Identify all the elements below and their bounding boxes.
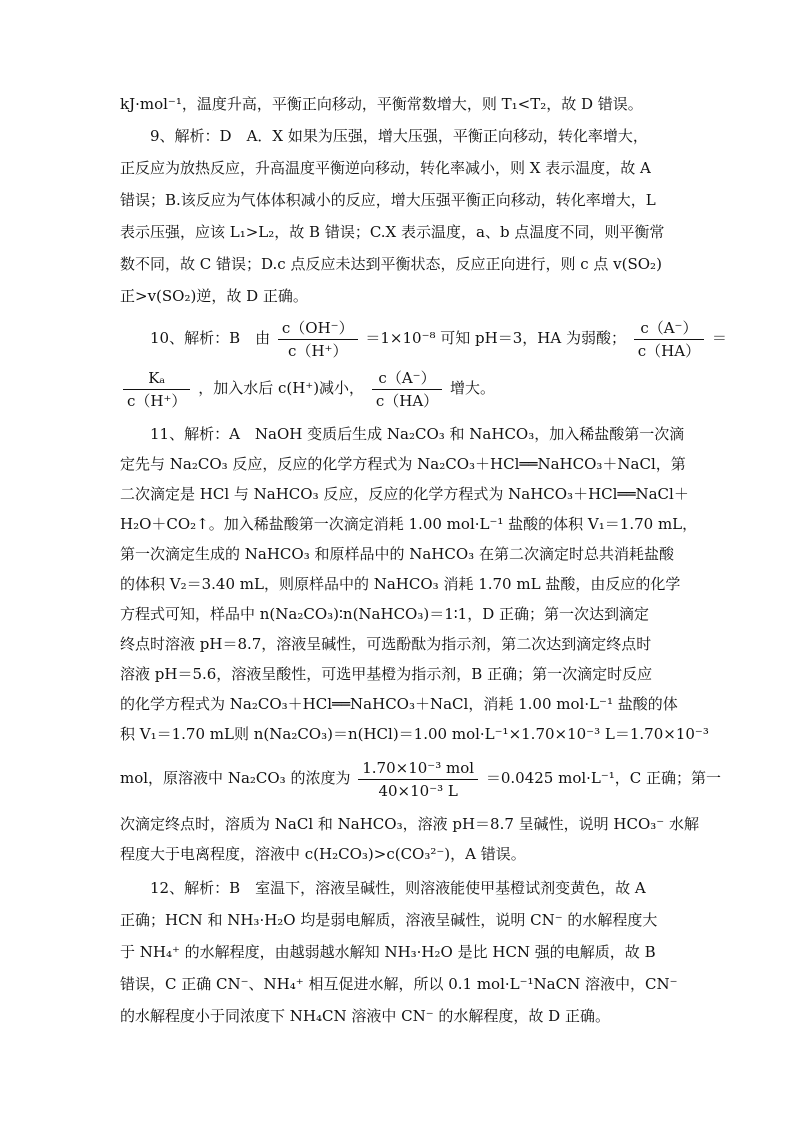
- text-line: [120, 366, 495, 410]
- text-line: 定先与 Na₂CO₃ 反应，反应的化学方程式为 Na₂CO₃＋HCl══NaHCO₃＋NaCl，第: [120, 455, 686, 473]
- text-line: 次滴定终点时，溶质为 NaCl 和 NaHCO₃，溶液 pH＝8.7 呈碱性，说明 HCO₃⁻ 水解: [120, 815, 699, 833]
- q9-heading: 9、解析：D A．X 如果为压强，增大压强，平衡正向移动，转化率增大，: [150, 127, 648, 145]
- text-line: 的水解程度小于同浓度下 NH₄CN 溶液中 CN⁻ 的水解程度，故 D 正确。: [120, 1007, 610, 1025]
- fraction-a-ha: [634, 319, 704, 360]
- fraction-numerator: c（OH⁻）: [278, 319, 358, 340]
- fraction-denominator: c（H⁺）: [288, 341, 348, 360]
- concentration-text: mol，原溶液中 Na₂CO₃ 的浓度为: [120, 769, 351, 787]
- fraction-oh-h: [278, 319, 358, 360]
- text-line: 二次滴定是 HCl 与 NaHCO₃ 反应，反应的化学方程式为 NaHCO₃＋HCl══NaCl＋: [120, 485, 689, 503]
- text-line: 积 V₁＝1.70 mL则 n(Na₂CO₃)＝n(HCl)＝1.00 mol·L⁻¹×1.70×10⁻³ L＝1.70×10⁻³: [120, 725, 709, 743]
- text-line: H₂O＋CO₂↑。加入稀盐酸第一次滴定消耗 1.00 mol·L⁻¹ 盐酸的体积 V₁＝1.70 mL，: [120, 515, 698, 533]
- text-line: 数不同，故 C 错误；D.c 点反应未达到平衡状态，反应正向进行，则 c 点 v(SO₂): [120, 255, 662, 273]
- text-line: 表示压强，应该 L₁>L₂，故 B 错误；C.X 表示温度，a、b 点温度不同，则平衡常: [120, 223, 665, 241]
- fraction-denominator: c（HA）: [375, 391, 439, 410]
- q11-heading: 11、解析：A NaOH 变质后生成 Na₂CO₃ 和 NaHCO₃，加入稀盐酸第一次滴: [150, 425, 685, 443]
- fraction-ka-h: [123, 369, 190, 410]
- fraction-denominator: c（H⁺）: [127, 391, 187, 410]
- text-line: 溶液 pH＝5.6，溶液呈酸性，可选甲基橙为指示剂，B 正确；第一次滴定时反应: [120, 665, 653, 683]
- text-line: 错误，C 正确 CN⁻、NH₄⁺ 相互促进水解，所以 0.1 mol·L⁻¹NaCN 溶液中，CN⁻: [120, 975, 678, 993]
- text-line: 第一次滴定生成的 NaHCO₃ 和原样品中的 NaHCO₃ 在第二次滴定时总共消耗盐酸: [120, 545, 674, 563]
- q10-prefix: 10、解析：B 由: [150, 329, 271, 347]
- q10-text: 增大。: [449, 379, 495, 397]
- text-line: 方程式可知，样品中 n(Na₂CO₃)∶n(NaHCO₃)＝1∶1，D 正确；第一次达到滴定: [120, 605, 649, 623]
- fraction-a-ha: [372, 369, 442, 410]
- text-line: 错误；B.该反应为气体体积减小的反应，增大压强平衡正向移动，转化率增大，L: [120, 191, 656, 209]
- q10-text: ，加入水后 c(H⁺)减小，: [198, 379, 365, 397]
- concentration-result: ＝0.0425 mol·L⁻¹，C 正确；第一: [485, 769, 722, 787]
- q12-heading: 12、解析：B 室温下，溶液呈碱性，则溶液能使甲基橙试剂变黄色，故 A: [150, 879, 646, 897]
- text-line: 程度大于电离程度，溶液中 c(H₂CO₃)>c(CO₃²⁻)，A 错误。: [120, 845, 526, 863]
- text-line: 终点时溶液 pH＝8.7，溶液呈碱性，可选酚酞为指示剂，第二次达到滴定终点时: [120, 635, 652, 653]
- fraction-denominator: 40×10⁻³ L: [378, 781, 458, 800]
- fraction-numerator: c（A⁻）: [634, 319, 704, 340]
- fraction-numerator: Kₐ: [123, 369, 190, 390]
- text-line: 正>v(SO₂)逆，故 D 正确。: [120, 287, 308, 305]
- text-line: 正确；HCN 和 NH₃·H₂O 均是弱电解质，溶液呈碱性，说明 CN⁻ 的水解程度大: [120, 911, 658, 929]
- equals-sign: ＝: [711, 329, 727, 347]
- fraction-concentration: [358, 759, 478, 800]
- text-line: 正反应为放热反应，升高温度平衡逆向移动，转化率减小，则 X 表示温度，故 A: [120, 159, 651, 177]
- text-line: kJ·mol⁻¹，温度升高，平衡正向移动，平衡常数增大，则 T₁<T₂，故 D 错误。: [120, 95, 643, 113]
- q10-text: ＝1×10⁻⁸ 可知 pH＝3，HA 为弱酸；: [365, 329, 626, 347]
- text-line: [120, 756, 721, 800]
- fraction-numerator: c（A⁻）: [372, 369, 442, 390]
- fraction-numerator: 1.70×10⁻³ mol: [358, 759, 478, 780]
- q10-heading: [150, 316, 727, 360]
- text-line: 的化学方程式为 Na₂CO₃＋HCl══NaHCO₃＋NaCl，消耗 1.00 mol·L⁻¹ 盐酸的体: [120, 695, 678, 713]
- fraction-denominator: c（HA）: [637, 341, 701, 360]
- text-line: 的体积 V₂＝3.40 mL，则原样品中的 NaHCO₃ 消耗 1.70 mL 盐酸，由反应的化学: [120, 575, 681, 593]
- text-line: 于 NH₄⁺ 的水解程度，由越弱越水解知 NH₃·H₂O 是比 HCN 强的电解质，故 B: [120, 943, 656, 961]
